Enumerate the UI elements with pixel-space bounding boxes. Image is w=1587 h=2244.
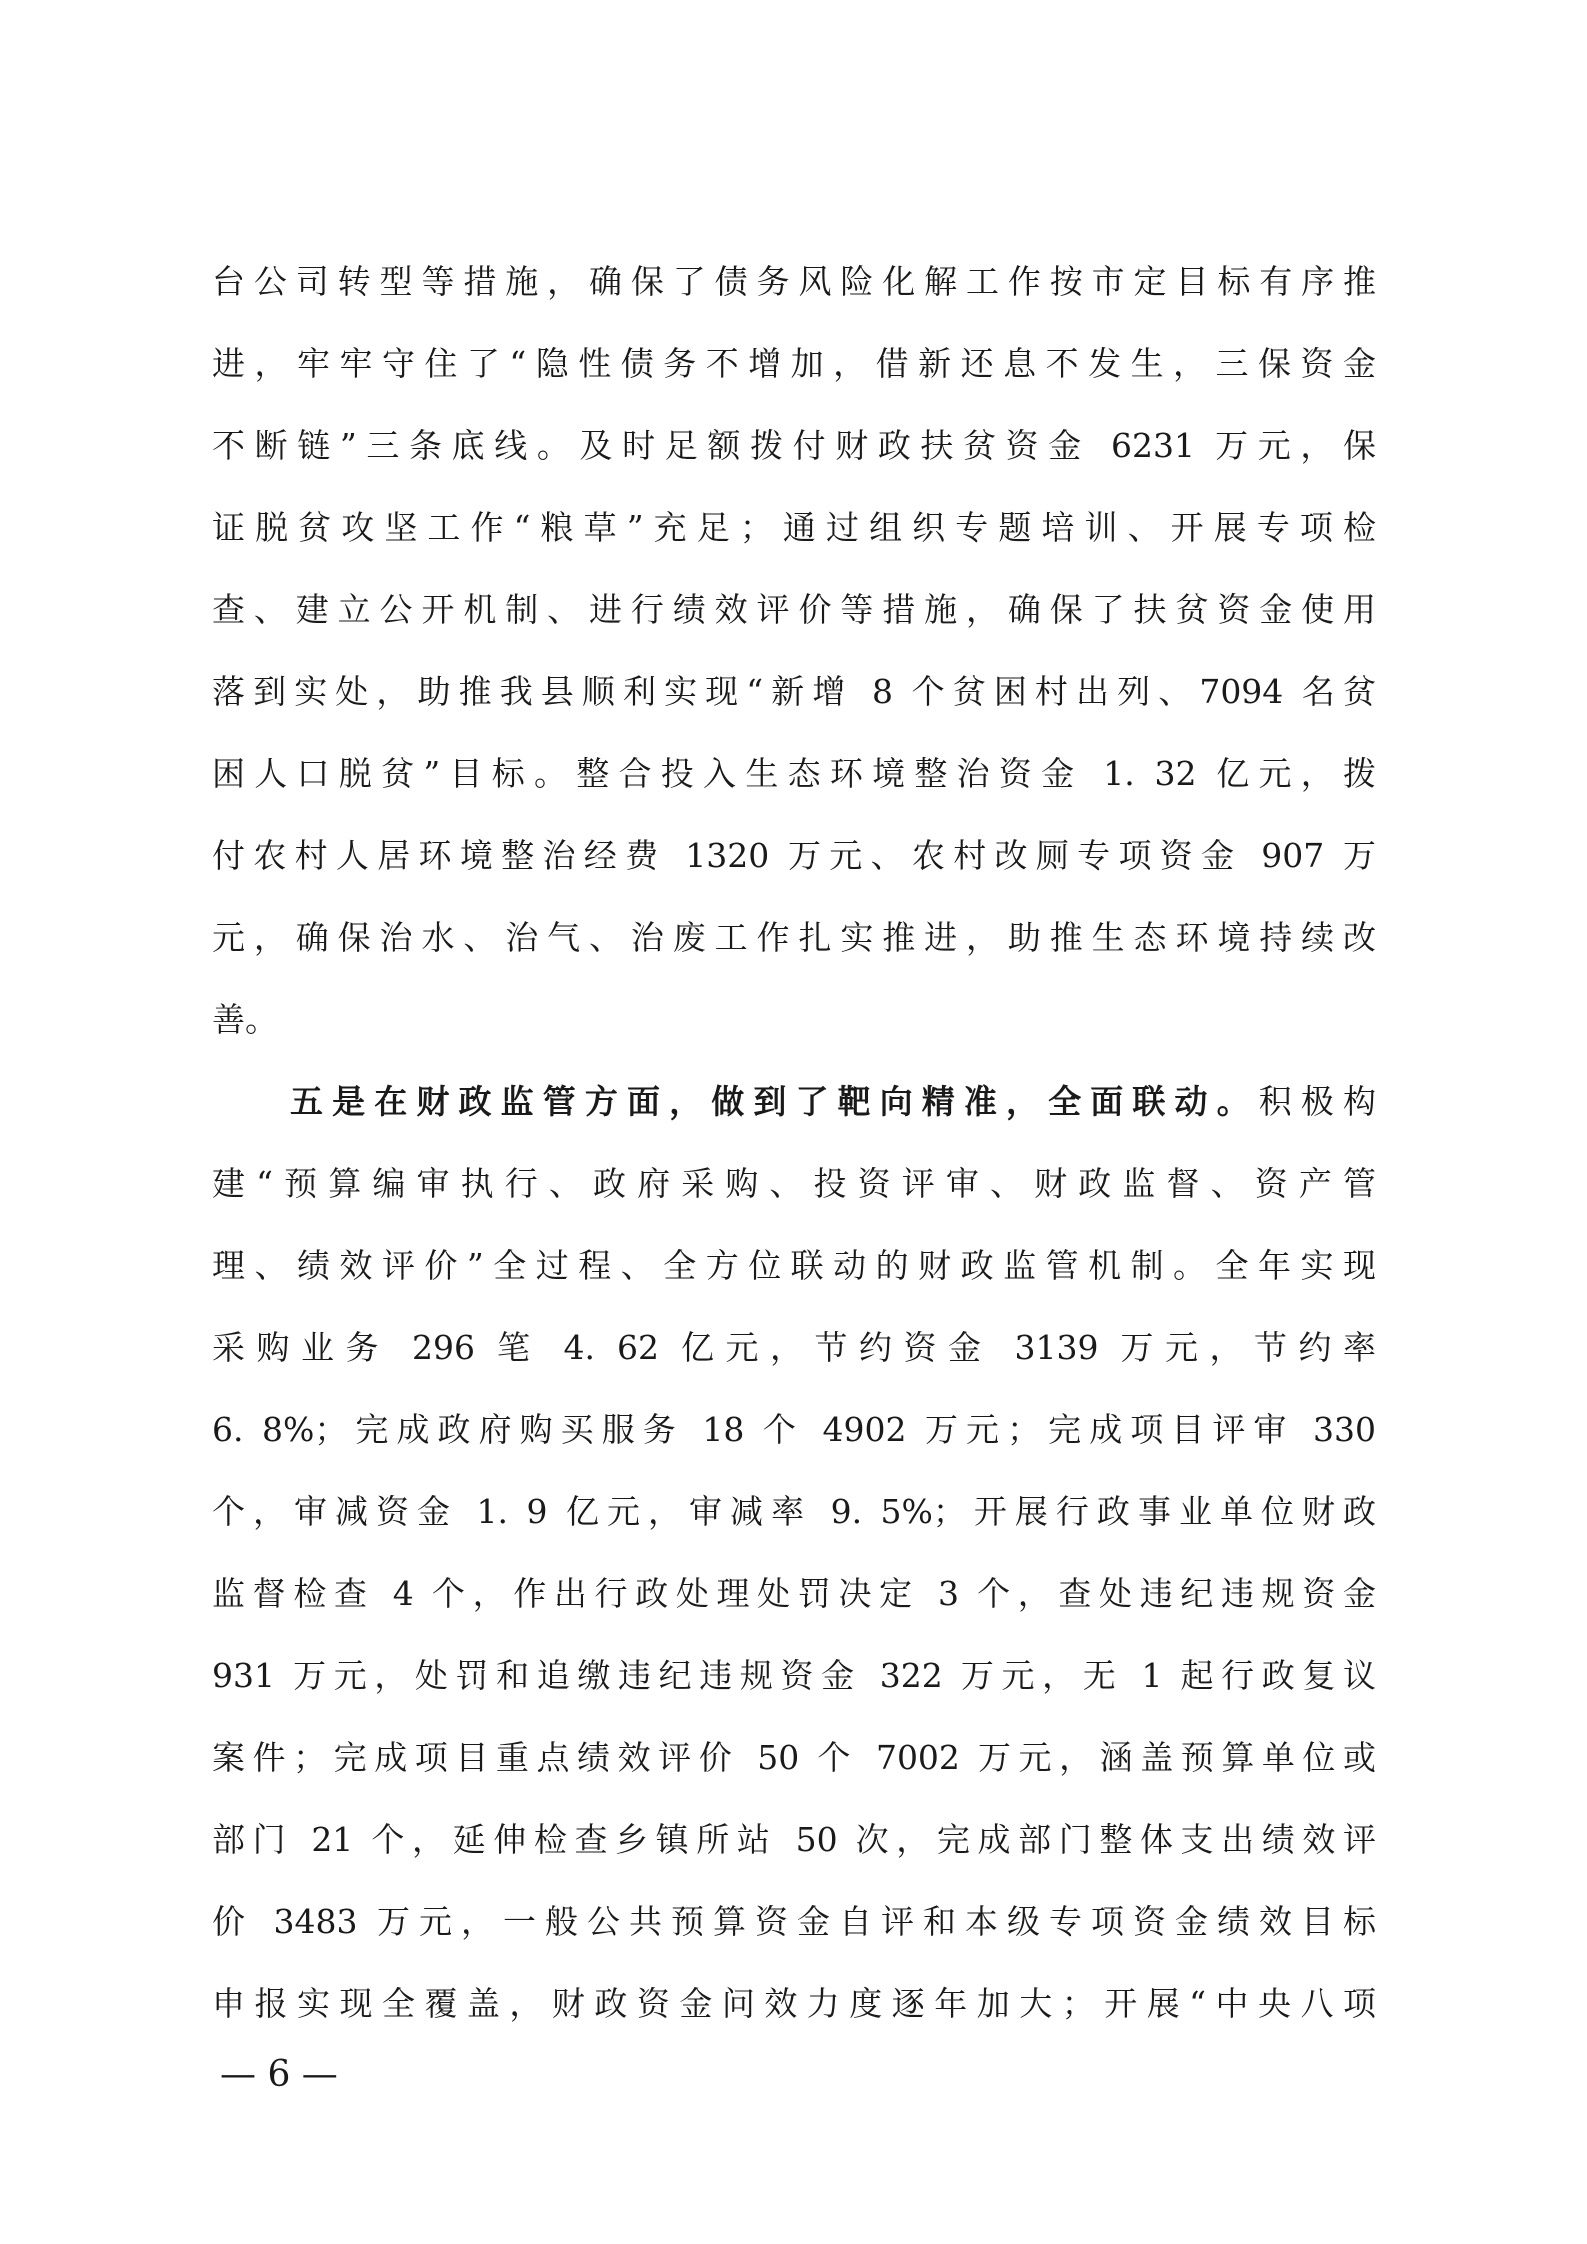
text-line: 元，确保治水、治气、治废工作扎实推进，助推生态环境持续改 [212,918,1376,957]
text-line: 困人口脱贫”目标。整合投入生态环境整治资金 1. 32 亿元，拨 [212,754,1376,793]
text-line: 价 3483 万元，一般公共预算资金自评和本级专项资金绩效目标 [212,1902,1376,1941]
page-number: — 6 — [220,2054,338,2095]
text-line: 证脱贫攻坚工作“粮草”充足；通过组织专题培训、开展专项检 [212,508,1376,547]
text-line: 部门 21 个，延伸检查乡镇所站 50 次，完成部门整体支出绩效评 [212,1820,1376,1859]
text-line: 查、建立公开机制、进行绩效评价等措施，确保了扶贫资金使用 [212,590,1376,629]
paragraph-lead-heading: 五是在财政监管方面，做到了靶向精准，全面联动。 [290,1082,1259,1121]
text-line: 落到实处，助推我县顺利实现“新增 8 个贫困村出列、7094 名贫 [212,672,1376,711]
text-line: 不断链”三条底线。及时足额拨付财政扶贫资金 6231 万元，保 [212,426,1376,465]
text-line: 个，审减资金 1. 9 亿元，审减率 9. 5%；开展行政事业单位财政 [212,1492,1376,1531]
paragraph-lead-line [290,1072,1376,1132]
text-line: 台公司转型等措施，确保了债务风险化解工作按市定目标有序推 [212,262,1376,301]
paragraph-lead-rest: 积极构 [1258,1082,1376,1121]
text-line: 监督检查 4 个，作出行政处理处罚决定 3 个，查处违纪违规资金 [212,1574,1376,1613]
text-line: 建“预算编审执行、政府采购、投资评审、财政监督、资产管 [212,1164,1376,1203]
text-line: 931 万元，处罚和追缴违纪违规资金 322 万元，无 1 起行政复议 [212,1656,1376,1695]
text-line: 案件；完成项目重点绩效评价 50 个 7002 万元，涵盖预算单位或 [212,1738,1376,1777]
text-line: 善。 [212,1000,278,1039]
text-line: 6. 8%；完成政府购买服务 18 个 4902 万元；完成项目评审 330 [212,1410,1376,1449]
text-line: 理、绩效评价”全过程、全方位联动的财政监管机制。全年实现 [212,1246,1376,1285]
text-line: 付农村人居环境整治经费 1320 万元、农村改厕专项资金 907 万 [212,836,1376,875]
text-line: 申报实现全覆盖，财政资金问效力度逐年加大；开展“中央八项 [212,1984,1376,2023]
text-line: 进，牢牢守住了“隐性债务不增加，借新还息不发生，三保资金 [212,344,1376,383]
text-line: 采购业务 296 笔 4. 62 亿元，节约资金 3139 万元，节约率 [212,1328,1376,1367]
